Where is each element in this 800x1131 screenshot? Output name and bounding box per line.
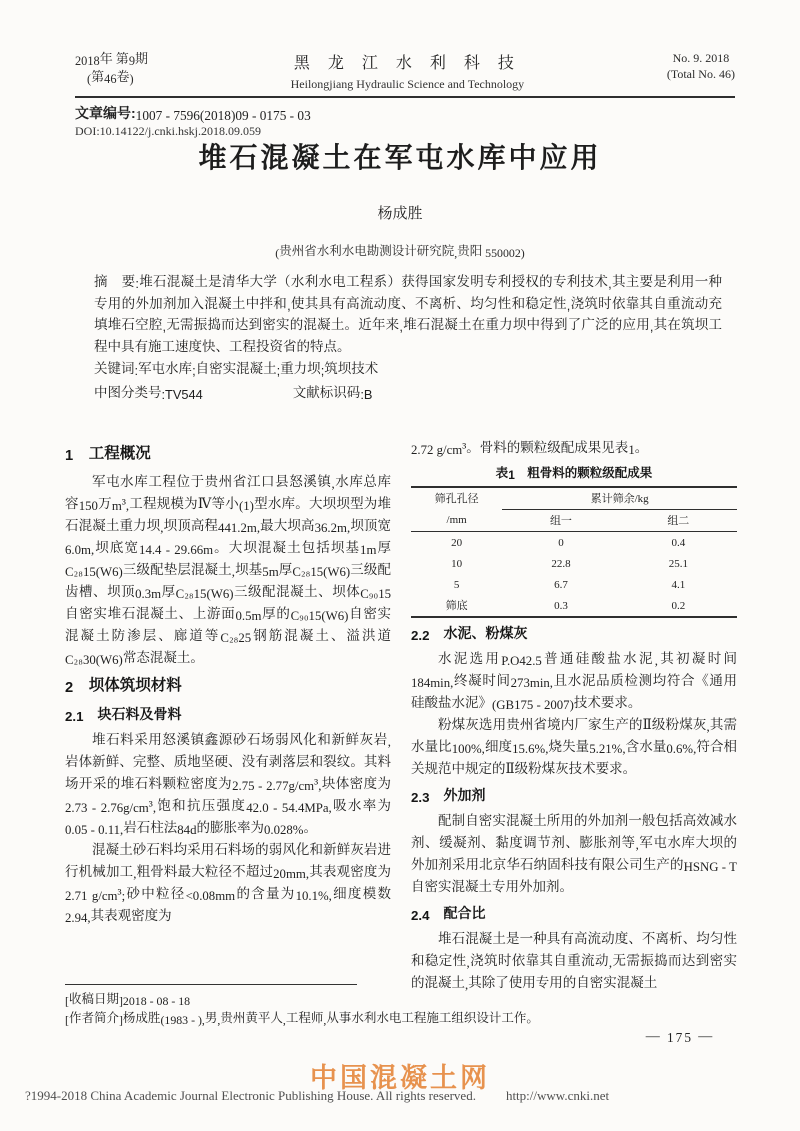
section-2-4-paragraph: 堆石混凝土是一种具有高流动度、不离析、均匀性和稳定性,浇筑时依靠其自重流动,无需振捣而达到密实的混凝土,其除了使用专用的自密实混凝土 [411, 931, 738, 993]
copyright-notice: ?1994-2018 China Academic Journal Electronic Publishing House. All rights reserved. [25, 1088, 476, 1103]
cell-size: 20 [451, 536, 463, 549]
section-2-4-heading: 2.4 配合比 [411, 905, 486, 924]
author-name: 杨成胜 [377, 206, 423, 222]
section-1-paragraph: 军屯水库工程位于贵州省江口县怒溪镇,水库总库容150万m³,工程规模为Ⅳ等小(1)型水库。大坝坝型为堆石混凝土重力坝,坝顶高程441.2m,最大坝高36.2m,坝顶宽6.0m,坝底宽14.4 - 29.66m。大坝混凝土包括坝基1m厚C₂₈15(W6)三级配垫层混凝土,坝基5m厚C₂₈15(W6)三级配齿槽、坝顶0.3m厚C₂₈15(W6)三级配混凝土、坝体C₉₀15自密实堆石混凝土、上游面0.5m厚的C₉₀15(W6)自密实混凝土防渗层、廊道等C₂₈25钢筋混凝土、溢洪道C₂₈30(W6)常态混凝土。 [65, 474, 392, 668]
cell-group1: 0 [558, 536, 564, 549]
cell-size: 筛底 [445, 599, 468, 612]
journal-number-line2: (Total No. 46) [666, 67, 735, 81]
right-column [411, 437, 738, 993]
cell-group1: 22.8 [551, 557, 571, 570]
author-affiliation: (贵州省水利水电勘测设计研究院,贵阳 550002) [275, 244, 525, 260]
footnote-received-date: [收稿日期]2018 - 08 - 18 [65, 992, 191, 1008]
cell-group2: 25.1 [668, 557, 688, 570]
cell-group2: 0.2 [671, 599, 686, 612]
table-row [411, 574, 737, 595]
section-2-1-paragraph-2-continued: 2.72 g/cm³。骨料的颗粒级配成果见表1。 [411, 440, 649, 458]
cell-group1: 0.3 [554, 599, 568, 612]
grading-results-table [411, 486, 737, 618]
footnote-rule [65, 984, 357, 985]
journal-header [75, 50, 735, 92]
body-columns [65, 437, 738, 993]
journal-title-en: Heilongjiang Hydraulic Science and Technology [290, 77, 525, 91]
journal-issue-line1: 2018年 第9期 [75, 51, 148, 68]
section-2-3-paragraph: 配制自密实混凝土所用的外加剂一般包括高效减水剂、缓凝剂、黏度调节剂、膨胀剂等,军屯水库大坝的外加剂采用北京华石纳固科技有限公司生产的HSNG - T自密实混凝土专用外加剂。 [411, 813, 738, 894]
group-2-header: 组二 [620, 510, 737, 532]
section-2-1-paragraph-1: 堆石料采用怒溪镇鑫源砂石场弱风化和新鲜灰岩,岩体新鲜、完整、质地坚硬、没有剥落层和裂纹。其料场开采的堆石料颗粒密度为2.75 - 2.77g/cm³,块体密度为2.73 - 2.76g/cm³,饱和抗压强度42.0 - 54.4MPa,吸水率为0.05 - 0.11,岩石柱法84d的膨胀率为0.028%。 [65, 732, 392, 838]
journal-volume: (第46卷) [87, 69, 134, 86]
journal-number-line1: No. 9. 2018 [672, 51, 730, 65]
clc-number: 中图分类号:TV544 [94, 384, 203, 403]
journal-number [667, 50, 735, 82]
article-number-value: 1007 - 7596(2018)09 - 0175 - 03 [135, 108, 311, 124]
table-1-caption: 表1 粗骨料的颗粒级配成果 [495, 466, 653, 482]
cell-group2: 0.4 [671, 536, 686, 549]
abstract-text: 摘 要:堆石混凝土是清华大学（水利水电工程系）获得国家发明专利授权的专利技术,其主要是利用一种专用的外加剂加入混凝土中拌和,使其具有高流动度、不离析、均匀性和稳定性,浇筑时依靠其自重流动充填堆石空腔,无需振捣而达到密实的混凝土。近年来,堆石混凝土在重力坝中得到了广泛的应用,其在筑坝工程中具有施工速度快、工程投资省的特点。 [94, 274, 723, 354]
journal-title-cn: 黑 龙 江 水 利 科 技 [293, 55, 521, 72]
article-number-label: 文章编号: [75, 105, 136, 121]
document-code: 文献标识码:B [292, 384, 373, 403]
paper-title: 堆石混凝土在军屯水库中应用 [198, 142, 602, 173]
table-row [411, 595, 737, 617]
article-number-line [75, 103, 311, 123]
classification-line [94, 382, 722, 404]
journal-title [291, 50, 525, 92]
left-column [65, 437, 391, 983]
cell-size: 10 [451, 557, 463, 570]
section-2-3-heading: 2.3 外加剂 [411, 787, 486, 806]
section-1-heading: 1 工程概况 [65, 445, 151, 465]
footnote-author-bio: [作者简介]杨成胜(1983 - ),男,贵州黄平人,工程师,从事水利水电工程施工组织设计工作。 [65, 1011, 539, 1027]
section-2-2-heading: 2.2 水泥、粉煤灰 [411, 625, 528, 644]
table-row [411, 553, 737, 574]
table-row [411, 532, 737, 554]
section-2-2-paragraph-2: 粉煤灰选用贵州省境内厂家生产的Ⅱ级粉煤灰,其需水量比100%,细度15.6%,烧失量5.21%,含水量0.6%,符合相关规范中规定的Ⅱ级粉煤灰技术要求。 [411, 717, 738, 776]
sieve-size-header: 筛孔孔径 [434, 492, 479, 505]
section-2-1-heading: 2.1 块石料及骨料 [65, 706, 182, 725]
abstract-block [94, 271, 722, 404]
footnote-block [65, 984, 737, 1028]
cell-group2: 4.1 [671, 578, 686, 591]
page-number: — 175 — [645, 1029, 715, 1046]
table-header-row-1 [411, 487, 737, 510]
sieve-size-unit: /mm [411, 510, 502, 532]
watermark: 中国混凝土网 [310, 1063, 490, 1093]
cnki-url[interactable]: http://www.cnki.net [505, 1088, 610, 1103]
journal-issue [75, 50, 148, 86]
table-header-row-2 [411, 510, 737, 532]
cumulative-residue-header: 累计筛余/kg [502, 487, 737, 510]
section-2-2-paragraph-1: 水泥选用P.O42.5普通硅酸盐水泥,其初凝时间184min,终凝时间273min,且水泥品质检测均符合《通用硅酸盐水泥》(GB175 - 2007)技术要求。 [411, 651, 738, 713]
group-1-header: 组一 [502, 510, 619, 532]
section-2-1-paragraph-2: 混凝土砂石料均采用石料场的弱风化和新鲜灰岩进行机械加工,粗骨料最大粒径不超过20mm,其表观密度为2.71 g/cm³;砂中粒径<0.08mm的含量为10.1%,细度模数2.94,其表观密度为 [65, 842, 392, 926]
section-2-heading: 2 坝体筑坝材料 [65, 677, 182, 697]
cell-group1: 6.7 [554, 578, 568, 591]
cell-size: 5 [453, 578, 460, 591]
doi-line: DOI:10.14122/j.cnki.hskj.2018.09.059 [75, 124, 261, 138]
keywords-line: 关键词:军屯水库;自密实混凝土;重力坝;筑坝技术 [94, 361, 379, 379]
header-rule [75, 96, 735, 98]
